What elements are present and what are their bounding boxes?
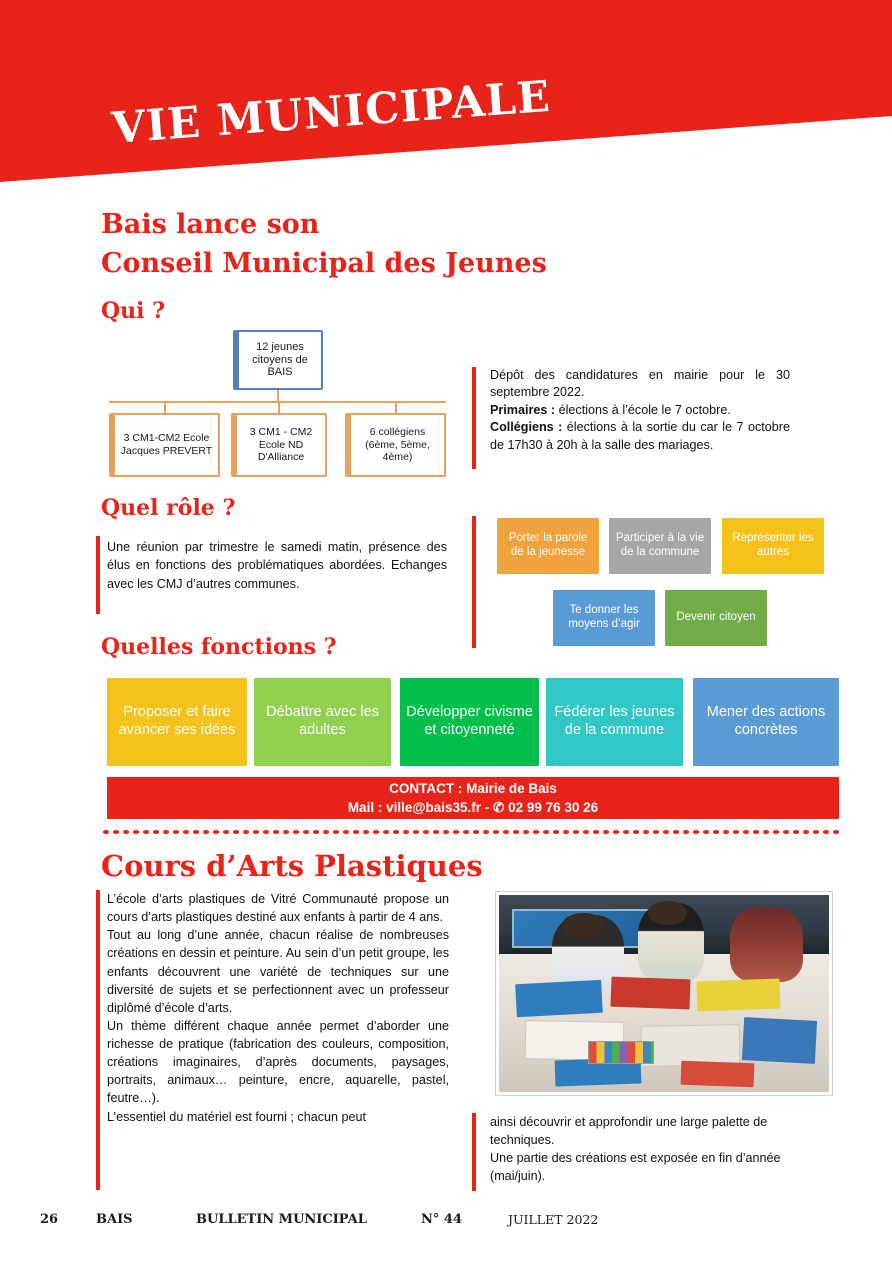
info-collegiens-label: Collégiens : — [490, 420, 563, 435]
article2-paragraph: Un thème différent chaque année permet d’aborder une richesse de pratique (fabrication des couleurs, composition, créations imaginaires, d’après documents, paysages, portraits, animaux… peinture, encre, aquarelle, pastel, feutre…). — [107, 1018, 449, 1106]
arts-workshop-photo — [496, 892, 832, 1095]
photo-artwork-sheet — [680, 1061, 753, 1087]
footer-date: JUILLET 2022 — [508, 1212, 599, 1227]
orgchart-top-box: 12 jeunes citoyens de BAIS — [233, 330, 323, 390]
info-deadline: Dépôt des candidatures en mairie pour le 30 septembre 2022. — [490, 368, 790, 400]
info-primaires-text: élections à l’école le 7 octobre. — [555, 402, 731, 417]
contact-line-mail-phone: Mail : ville@bais35.fr - ✆ 02 99 76 30 26 — [347, 800, 599, 815]
photo-artwork-sheet — [697, 978, 780, 1010]
heading-quelles-fonctions: Quelles fonctions ? — [101, 634, 337, 660]
role-accent-bar — [472, 516, 476, 648]
footer-issue-number: N° 44 — [421, 1212, 462, 1227]
function-chip: Fédérer les jeunes de la commune — [546, 678, 683, 766]
role-chip: Te donner les moyens d’agir — [553, 590, 655, 646]
photo-child-head — [648, 901, 688, 925]
article2-paragraph: Une partie des créations est exposée en fin d’année (mai/juin). — [490, 1151, 781, 1184]
photo-artwork-sheet — [611, 976, 691, 1008]
dotted-separator — [101, 829, 839, 835]
function-chip: Développer civisme et citoyenneté — [400, 678, 539, 766]
article1-title-line2: Conseil Municipal des Jeunes — [101, 248, 547, 279]
article2-paragraph: L’école d’arts plastiques de Vitré Communauté propose un cours d’arts plastiques destiné aux enfants à partir de 4 ans. — [107, 892, 449, 925]
article2-left-column — [107, 890, 449, 1126]
photo-child-head — [562, 913, 605, 939]
function-chip: Proposer et faire avancer ses idées — [107, 678, 247, 766]
candidature-info — [490, 367, 790, 454]
footer-page-number: 26 — [40, 1212, 59, 1227]
article2-paragraph: Tout au long d’une année, chacun réalise de nombreuses créations en dessin et peinture. Au sein d’un petit groupe, les enfants découvrent une variété de techniques sur une diversité de sujets et se perfectionnent avec un professeur diplômé d’école d’arts. — [107, 928, 449, 1015]
photo-adult-figure — [730, 907, 803, 982]
footer-bulletin-label: BULLETIN MUNICIPAL — [196, 1212, 367, 1227]
contact-bar — [107, 777, 839, 819]
article2-right-column — [490, 1113, 834, 1186]
contact-line-mairie: CONTACT : Mairie de Bais — [389, 780, 557, 796]
article2-right-accent-bar — [472, 1113, 476, 1191]
orgchart-branch-box: 3 CM1-CM2 Ecole Jacques PREVERT — [109, 413, 220, 477]
orgchart-connector-stub-3 — [395, 403, 397, 413]
role-chip: Devenir citoyen — [665, 590, 767, 646]
role-chip: Porter la parole de la jeunesse — [497, 518, 599, 574]
role-paragraph-accent-bar — [96, 536, 100, 614]
orgchart-branch-box: 3 CM1 - CM2 Ecole ND D'Alliance — [231, 413, 327, 477]
heading-quel-role: Quel rôle ? — [101, 495, 236, 521]
photo-artwork-sheet — [742, 1017, 817, 1064]
orgchart-branch-box: 6 collégiens (6ème, 5ème, 4ème) — [345, 413, 446, 477]
info-accent-bar — [472, 367, 476, 469]
article2-left-accent-bar — [96, 890, 100, 1190]
orgchart-connector-stub-1 — [164, 403, 166, 413]
article2-paragraph: ainsi découvrir et approfondir une large palette de techniques. — [490, 1115, 768, 1148]
article2-paragraph: L’essentiel du matériel est fourni ; chacun peut — [107, 1109, 367, 1124]
article1-title-line1: Bais lance son — [101, 209, 320, 240]
info-collegiens-text: élections à la sortie du car le 7 octobre de 17h30 à 20h à la salle des mariages. — [490, 420, 790, 452]
orgchart-connector-stub-2 — [278, 403, 280, 413]
article2-title: Cours d’Arts Plastiques — [101, 849, 483, 883]
info-primaires-label: Primaires : — [490, 402, 556, 417]
photo-pastel-box — [588, 1041, 654, 1065]
info-collegiens — [490, 419, 790, 454]
role-chip: Participer à la vie de la commune — [609, 518, 711, 574]
footer-city: BAIS — [96, 1212, 133, 1227]
function-chip: Débattre avec les adultes — [254, 678, 391, 766]
role-paragraph: Une réunion par trimestre le samedi matin, présence des élus en fonctions des problématiques abordées. Echanges avec les CMJ d’autres communes. — [107, 540, 447, 591]
role-chip: Représenter les autres — [722, 518, 824, 574]
photo-artwork-sheet — [515, 979, 602, 1017]
page-section-title: VIE MUNICIPALE — [110, 71, 553, 154]
info-primaires — [490, 402, 790, 419]
function-chip: Mener des actions concrètes — [693, 678, 839, 766]
heading-qui: Qui ? — [101, 298, 166, 324]
